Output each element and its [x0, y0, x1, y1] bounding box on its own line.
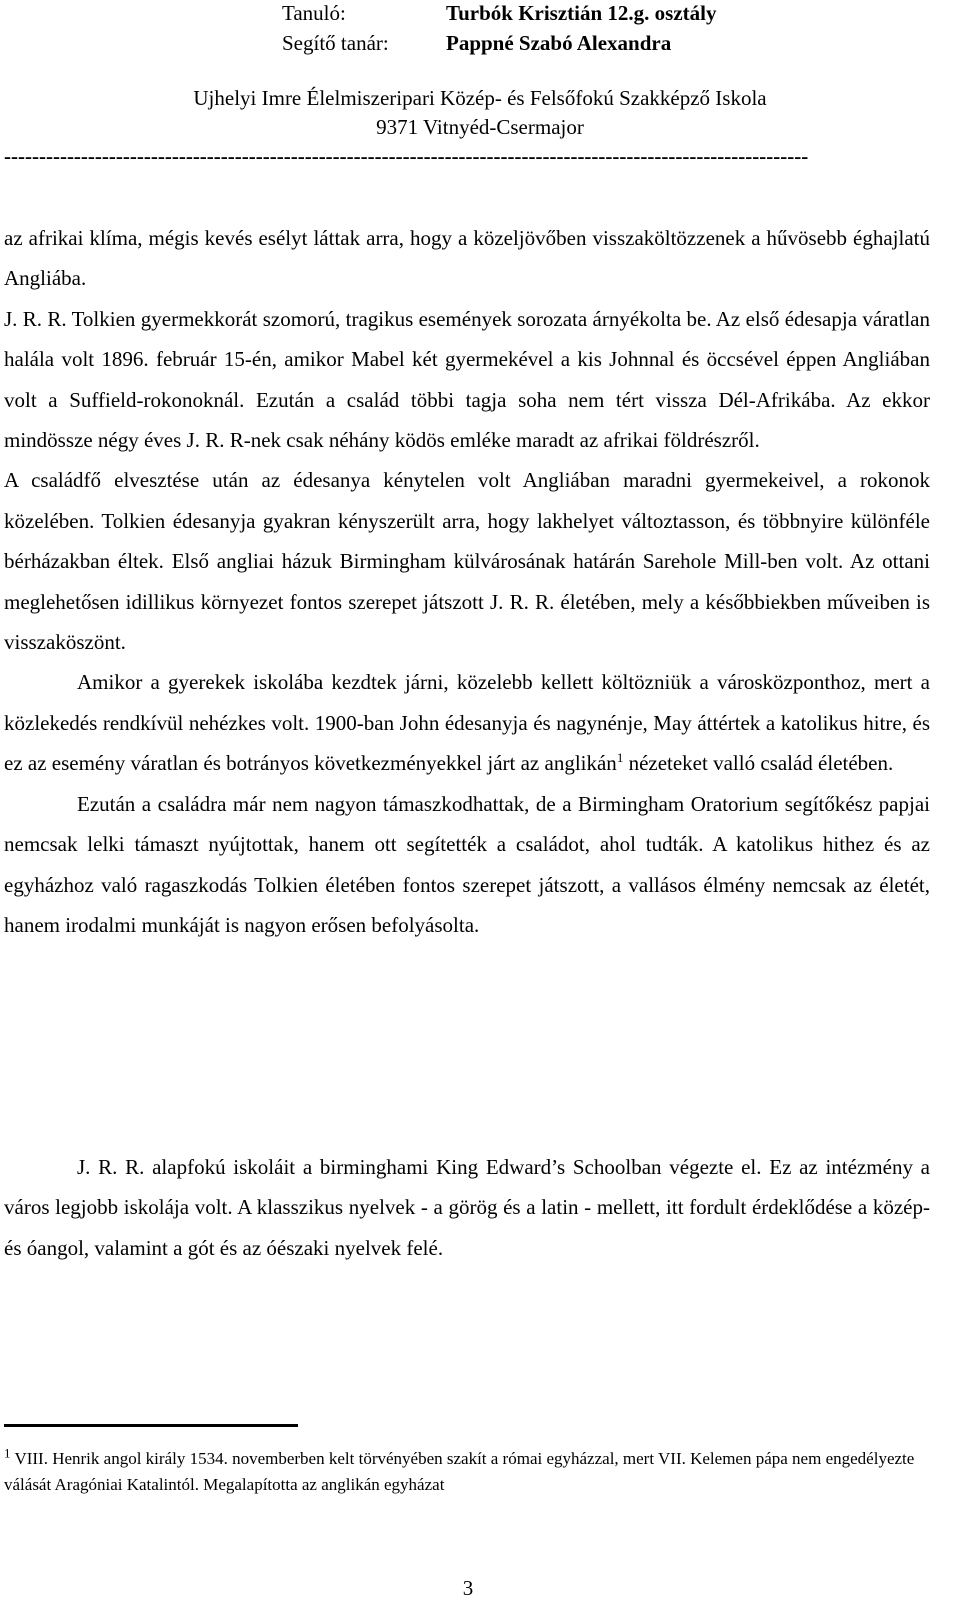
student-value: Turbók Krisztián 12.g. osztály [446, 1, 717, 25]
header-separator: ------------------------------------------------------------------------------------------------------------------- [4, 144, 809, 168]
paragraph-3: A családfő elvesztése után az édesanya kénytelen volt Angliában maradni gyermekeivel, a rokonok közelében. Tolkien édesanyja gyakran kényszerült arra, hogy lakhelyet változtasson, és többnyire különféle bérházakban éltek. Első angliai házuk Birmingham külvárosának határán Sarehole Mill-ben volt. Az ottani meglehetősen idillikus környezet fontos szerepet játszott J. R. R. életében, mely a későbbiekben műveiben is visszaköszönt. [4, 468, 930, 655]
paragraph-5: Ezután a családra már nem nagyon támaszkodhattak, de a Birmingham Oratorium segítőkész papjai nemcsak lelki támaszt nyújtottak, hanem ott segítették a családot, ahol tudták. A katolikus hithez és az egyházhoz való ragaszkodás Tolkien életében fontos szerepet játszott, a vallásos élmény nemcsak az életét, hanem irodalmi munkáját is nagyon erősen befolyásolta. [4, 791, 930, 937]
page-number: 3 [462, 1576, 474, 1600]
paragraph-2: J. R. R. Tolkien gyermekkorát szomorú, tragikus események sorozata árnyékolta be. Az első édesapja váratlan halála volt 1896. február 15-én, amikor Mabel két gyermekével a kis Johnnal és öccsével éppen Angliában volt a Suffield-rokonoknál. Ezután a család többi tagja soha nem tért vissza Dél-Afrikába. Az ekkor mindössze négy éves J. R. R-nek csak néhány ködös emléke maradt az afrikai földrészről. [4, 306, 930, 453]
student-label: Tanuló: [282, 1, 346, 25]
paragraph-6: J. R. R. alapfokú iskoláit a birminghami King Edward’s Schoolban végezte el. Ez az intézmény a város legjobb iskolája volt. A klasszikus nyelvek - a görög és a latin - mellett, itt fordult érdeklődése a közép- és óangol, valamint a gót és az óészaki nyelvek felé. [4, 1155, 930, 1260]
paragraph-4-text: Amikor a gyerekek iskolába kezdtek járni, közelebb kellett költözniük a városközponthoz, mert a közlekedés rendkívül nehézkes volt. 1900-ban John édesanyja és nagynénje, May áttértek a katolikus hitre, és ez az esemény váratlan és botrányos következményekkel járt az anglikán [4, 670, 930, 776]
body-block-1 [4, 218, 930, 945]
footnote [4, 1446, 930, 1498]
paragraph-1: az afrikai klíma, mégis kevés esélyt láttak arra, hogy a közeljövőben visszaköltözzenek a hűvösebb éghajlatú Angliába. [4, 226, 930, 291]
paragraph-4-tail: nézeteket valló család életében. [623, 751, 894, 776]
school-address: 9371 Vitnyéd-Csermajor [376, 115, 584, 139]
footnote-rule [4, 1424, 298, 1427]
footnote-text: VIII. Henrik angol király 1534. novemberben kelt törvényében szakít a római egyházzal, mert VII. Kelemen pápa nem engedélyezte válását Aragóniai Katalintól. Megalapította az anglikán egyházat [4, 1449, 915, 1494]
school-name: Ujhelyi Imre Élelmiszeripari Közép- és Felsőfokú Szakképző Iskola [193, 86, 767, 110]
teacher-value: Pappné Szabó Alexandra [446, 31, 672, 55]
teacher-label: Segítő tanár: [282, 31, 389, 55]
footnote-marker: 1 [4, 1445, 11, 1461]
paragraph-4 [4, 662, 930, 783]
body-block-2 [4, 1147, 930, 1268]
footnote-ref: 1 [616, 750, 624, 766]
